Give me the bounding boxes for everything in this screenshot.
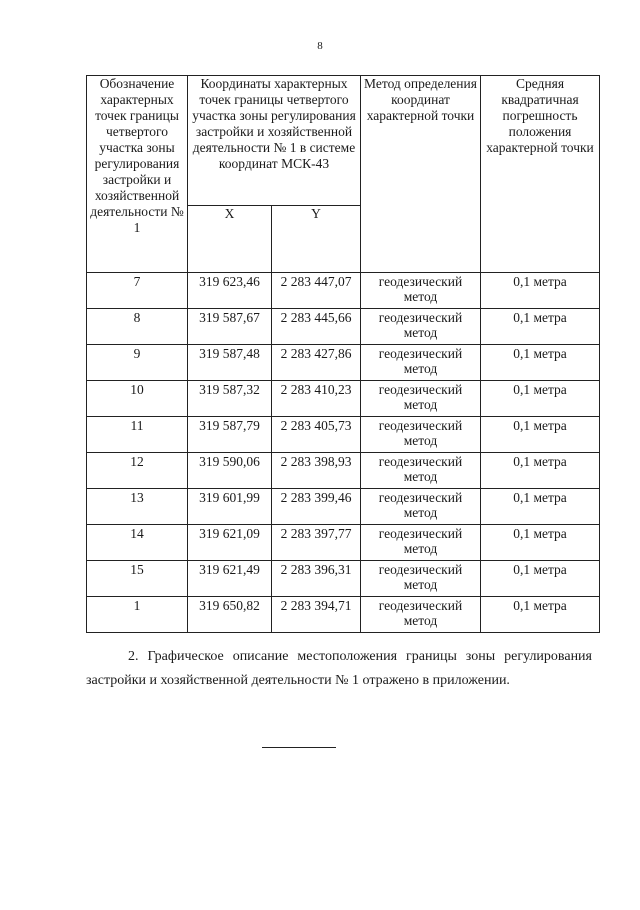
- x-cell: [188, 273, 272, 309]
- table-row: [87, 273, 600, 309]
- point-cell-text: 10: [130, 382, 144, 397]
- method-cell: [361, 561, 481, 597]
- point-cell: [87, 417, 188, 453]
- separator-line: [262, 747, 336, 748]
- x-cell: [188, 561, 272, 597]
- table-row: [87, 381, 600, 417]
- y-cell-text: 2 283 427,86: [280, 346, 352, 361]
- method-cell: [361, 525, 481, 561]
- method-cell-text: геодезический метод: [378, 562, 463, 592]
- error-cell-text: 0,1 метра: [513, 598, 567, 613]
- point-cell-text: 11: [130, 418, 144, 433]
- error-cell-text: 0,1 метра: [513, 418, 567, 433]
- error-cell: [481, 345, 600, 381]
- method-cell: [361, 597, 481, 633]
- table-row: [87, 561, 600, 597]
- header-point-designation: Обозначение характерных точек границы четвертого участка зоны регулирования застройки и хозяйственной деятельности № 1: [87, 76, 188, 273]
- error-cell: [481, 309, 600, 345]
- method-cell: [361, 273, 481, 309]
- method-cell-text: геодезический метод: [378, 490, 463, 520]
- header-y: Y: [272, 206, 361, 273]
- x-cell: [188, 417, 272, 453]
- x-cell: [188, 453, 272, 489]
- error-cell: [481, 597, 600, 633]
- point-cell: [87, 453, 188, 489]
- y-cell-text: 2 283 399,46: [280, 490, 352, 505]
- point-cell: [87, 309, 188, 345]
- error-cell-text: 0,1 метра: [513, 346, 567, 361]
- method-cell-text: геодезический метод: [378, 418, 463, 448]
- table-body: [87, 273, 600, 633]
- x-cell: [188, 309, 272, 345]
- table-row: [87, 525, 600, 561]
- point-cell-text: 12: [130, 454, 144, 469]
- method-cell: [361, 489, 481, 525]
- x-cell-text: 319 587,32: [199, 382, 260, 397]
- table-row: [87, 309, 600, 345]
- x-cell-text: 319 621,09: [199, 526, 260, 541]
- header-method: Метод определения координат характерной точки: [361, 76, 481, 273]
- method-cell: [361, 453, 481, 489]
- point-cell-text: 14: [130, 526, 144, 541]
- x-cell-text: 319 650,82: [199, 598, 260, 613]
- error-cell-text: 0,1 метра: [513, 382, 567, 397]
- error-cell-text: 0,1 метра: [513, 562, 567, 577]
- point-cell-text: 9: [133, 346, 141, 361]
- error-cell: [481, 489, 600, 525]
- point-cell: [87, 273, 188, 309]
- x-cell: [188, 381, 272, 417]
- y-cell: [272, 381, 361, 417]
- coordinates-table: [86, 75, 600, 633]
- table-row: [87, 453, 600, 489]
- point-cell: [87, 489, 188, 525]
- method-cell-text: геодезический метод: [378, 526, 463, 556]
- table-row: [87, 489, 600, 525]
- table-row: [87, 597, 600, 633]
- error-cell-text: 0,1 метра: [513, 274, 567, 289]
- y-cell: [272, 345, 361, 381]
- x-cell-text: 319 587,79: [199, 418, 260, 433]
- y-cell: [272, 309, 361, 345]
- error-cell: [481, 561, 600, 597]
- x-cell-text: 319 621,49: [199, 562, 260, 577]
- y-cell-text: 2 283 398,93: [280, 454, 352, 469]
- x-cell-text: 319 601,99: [199, 490, 260, 505]
- error-cell: [481, 381, 600, 417]
- point-cell-text: 15: [130, 562, 144, 577]
- method-cell: [361, 417, 481, 453]
- x-cell: [188, 525, 272, 561]
- method-cell: [361, 381, 481, 417]
- table-row: [87, 417, 600, 453]
- point-cell: [87, 597, 188, 633]
- header-x: X: [188, 206, 272, 273]
- point-cell-text: 1: [133, 598, 141, 613]
- x-cell-text: 319 587,48: [199, 346, 260, 361]
- header-error: Средняя квадратичная погрешность положения характерной точки: [481, 76, 600, 273]
- error-cell: [481, 273, 600, 309]
- y-cell: [272, 417, 361, 453]
- y-cell-text: 2 283 447,07: [280, 274, 352, 289]
- paragraph-graphic-description: 2. Графическое описание местоположения границы зоны регулирования застройки и хозяйственной деятельности № 1 отражено в приложении.: [86, 649, 592, 688]
- y-cell-text: 2 283 405,73: [280, 418, 352, 433]
- method-cell-text: геодезический метод: [378, 454, 463, 484]
- method-cell: [361, 309, 481, 345]
- method-cell-text: геодезический метод: [378, 274, 463, 304]
- y-cell: [272, 489, 361, 525]
- y-cell: [272, 453, 361, 489]
- method-cell-text: геодезический метод: [378, 598, 463, 628]
- y-cell-text: 2 283 394,71: [280, 598, 352, 613]
- method-cell-text: геодезический метод: [378, 346, 463, 376]
- x-cell-text: 319 623,46: [199, 274, 260, 289]
- page-number: 8: [317, 40, 323, 52]
- y-cell-text: 2 283 396,31: [280, 562, 352, 577]
- error-cell: [481, 453, 600, 489]
- error-cell: [481, 417, 600, 453]
- table-row: [87, 345, 600, 381]
- method-cell-text: геодезический метод: [378, 382, 463, 412]
- method-cell-text: геодезический метод: [378, 310, 463, 340]
- y-cell-text: 2 283 445,66: [280, 310, 352, 325]
- method-cell: [361, 345, 481, 381]
- point-cell: [87, 561, 188, 597]
- error-cell-text: 0,1 метра: [513, 310, 567, 325]
- y-cell: [272, 525, 361, 561]
- x-cell: [188, 597, 272, 633]
- error-cell: [481, 525, 600, 561]
- y-cell: [272, 273, 361, 309]
- x-cell: [188, 345, 272, 381]
- point-cell-text: 13: [130, 490, 144, 505]
- y-cell: [272, 561, 361, 597]
- point-cell-text: 8: [133, 310, 141, 325]
- point-cell: [87, 381, 188, 417]
- point-cell: [87, 525, 188, 561]
- error-cell-text: 0,1 метра: [513, 526, 567, 541]
- x-cell-text: 319 590,06: [199, 454, 260, 469]
- y-cell: [272, 597, 361, 633]
- y-cell-text: 2 283 397,77: [280, 526, 352, 541]
- point-cell-text: 7: [133, 274, 141, 289]
- x-cell: [188, 489, 272, 525]
- point-cell: [87, 345, 188, 381]
- x-cell-text: 319 587,67: [199, 310, 260, 325]
- error-cell-text: 0,1 метра: [513, 454, 567, 469]
- error-cell-text: 0,1 метра: [513, 490, 567, 505]
- y-cell-text: 2 283 410,23: [280, 382, 352, 397]
- header-coordinates: Координаты характерных точек границы четвертого участка зоны регулирования застройки и хозяйственной деятельности № 1 в системе координат МСК-43: [188, 76, 361, 206]
